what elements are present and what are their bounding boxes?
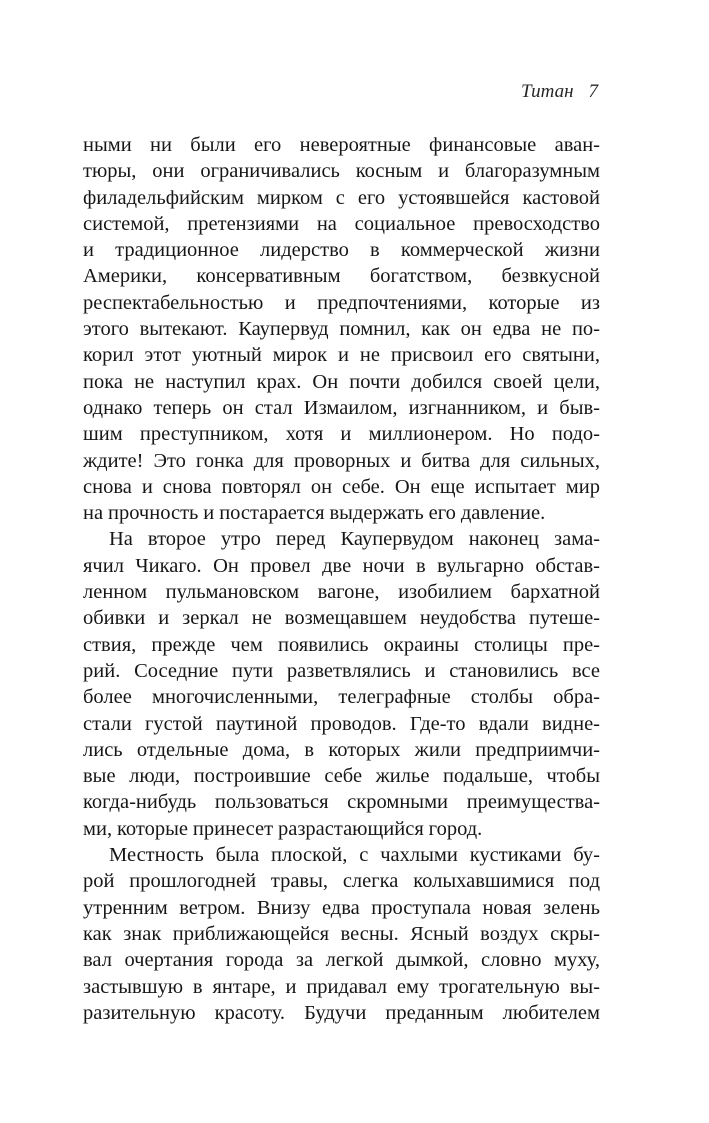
text-line: Америки, консервативным богатством, безвкусной <box>83 265 600 288</box>
text-line: системой, претензиями на социальное превосходство <box>83 212 600 235</box>
header-book-title: Титан <box>521 81 574 102</box>
text-line: как знак приближающейся весны. Ясный воздух скры- <box>83 922 600 945</box>
text-line: респектабельностью и предпочтениями, которые из <box>83 291 600 314</box>
page-text <box>83 132 600 1026</box>
text-line: шим преступником, хотя и миллионером. Но подо- <box>83 423 600 446</box>
text-line: застывшую в янтаре, и придавал ему трогательную вы- <box>83 975 600 998</box>
paragraph-1 <box>83 132 600 526</box>
text-line: рой прошлогодней травы, слегка колыхавшимися под <box>83 870 600 893</box>
paragraph-3 <box>83 842 600 1026</box>
text-line: корил этот уютный мирок и не присвоил его святыни, <box>83 344 600 367</box>
text-line: и традиционное лидерство в коммерческой жизни <box>83 239 600 262</box>
text-line: на прочность и постарается выдержать его давление. <box>83 502 546 525</box>
text-line: лись отдельные дома, в которых жили предприимчи- <box>83 738 600 761</box>
text-line: когда-нибудь пользоваться скромными преимущества- <box>83 791 600 814</box>
text-line: стали густой паутиной проводов. Где-то вдали видне- <box>83 712 600 735</box>
text-line: утренним ветром. Внизу едва проступала новая зелень <box>83 896 600 919</box>
text-line: снова и снова повторял он себе. Он еще испытает мир <box>83 475 600 498</box>
text-line: ждите! Это гонка для проворных и битва для сильных, <box>83 449 600 472</box>
paragraph-2 <box>83 526 600 842</box>
text-line: филадельфийским мирком с его устоявшейся кастовой <box>83 186 600 209</box>
running-header <box>83 82 600 102</box>
text-line: ными ни были его невероятные финансовые аван- <box>83 134 600 156</box>
text-line: ячил Чикаго. Он провел две ночи в вульгарно обстав- <box>83 554 600 577</box>
text-line: Местность была плоской, с чахлыми кустиками бу- <box>109 844 600 867</box>
text-line: обивки и зеркал не возмещавшем неудобства путеше- <box>83 607 600 630</box>
text-line: рий. Соседние пути разветвлялись и становились все <box>83 659 600 682</box>
page-number: 7 <box>588 81 598 102</box>
text-line: более многочисленными, телеграфные столбы обра- <box>83 686 600 709</box>
text-line: вые люди, построившие себе жилье подальше, чтобы <box>83 765 600 788</box>
text-line: разительную красоту. Будучи преданным любителем <box>83 1001 600 1024</box>
text-line: ленном пульмановском вагоне, изобилием бархатной <box>83 581 600 604</box>
text-line: этого вытекают. Каупервуд помнил, как он едва не по- <box>83 318 600 341</box>
text-line: ствия, прежде чем появились окраины столицы пре- <box>83 633 600 656</box>
text-line: вал очертания города за легкой дымкой, словно муху, <box>83 949 600 972</box>
text-line: тюры, они ограничивались косным и благоразумным <box>83 160 600 183</box>
text-line: На второе утро перед Каупервудом наконец зама- <box>109 528 600 551</box>
text-line: ми, которые принесет разрастающийся город. <box>83 817 483 840</box>
text-line: однако теперь он стал Измаилом, изгнанником, и быв- <box>83 396 600 419</box>
text-line: пока не наступил крах. Он почти добился своей цели, <box>83 370 600 393</box>
text-column <box>83 82 600 1026</box>
